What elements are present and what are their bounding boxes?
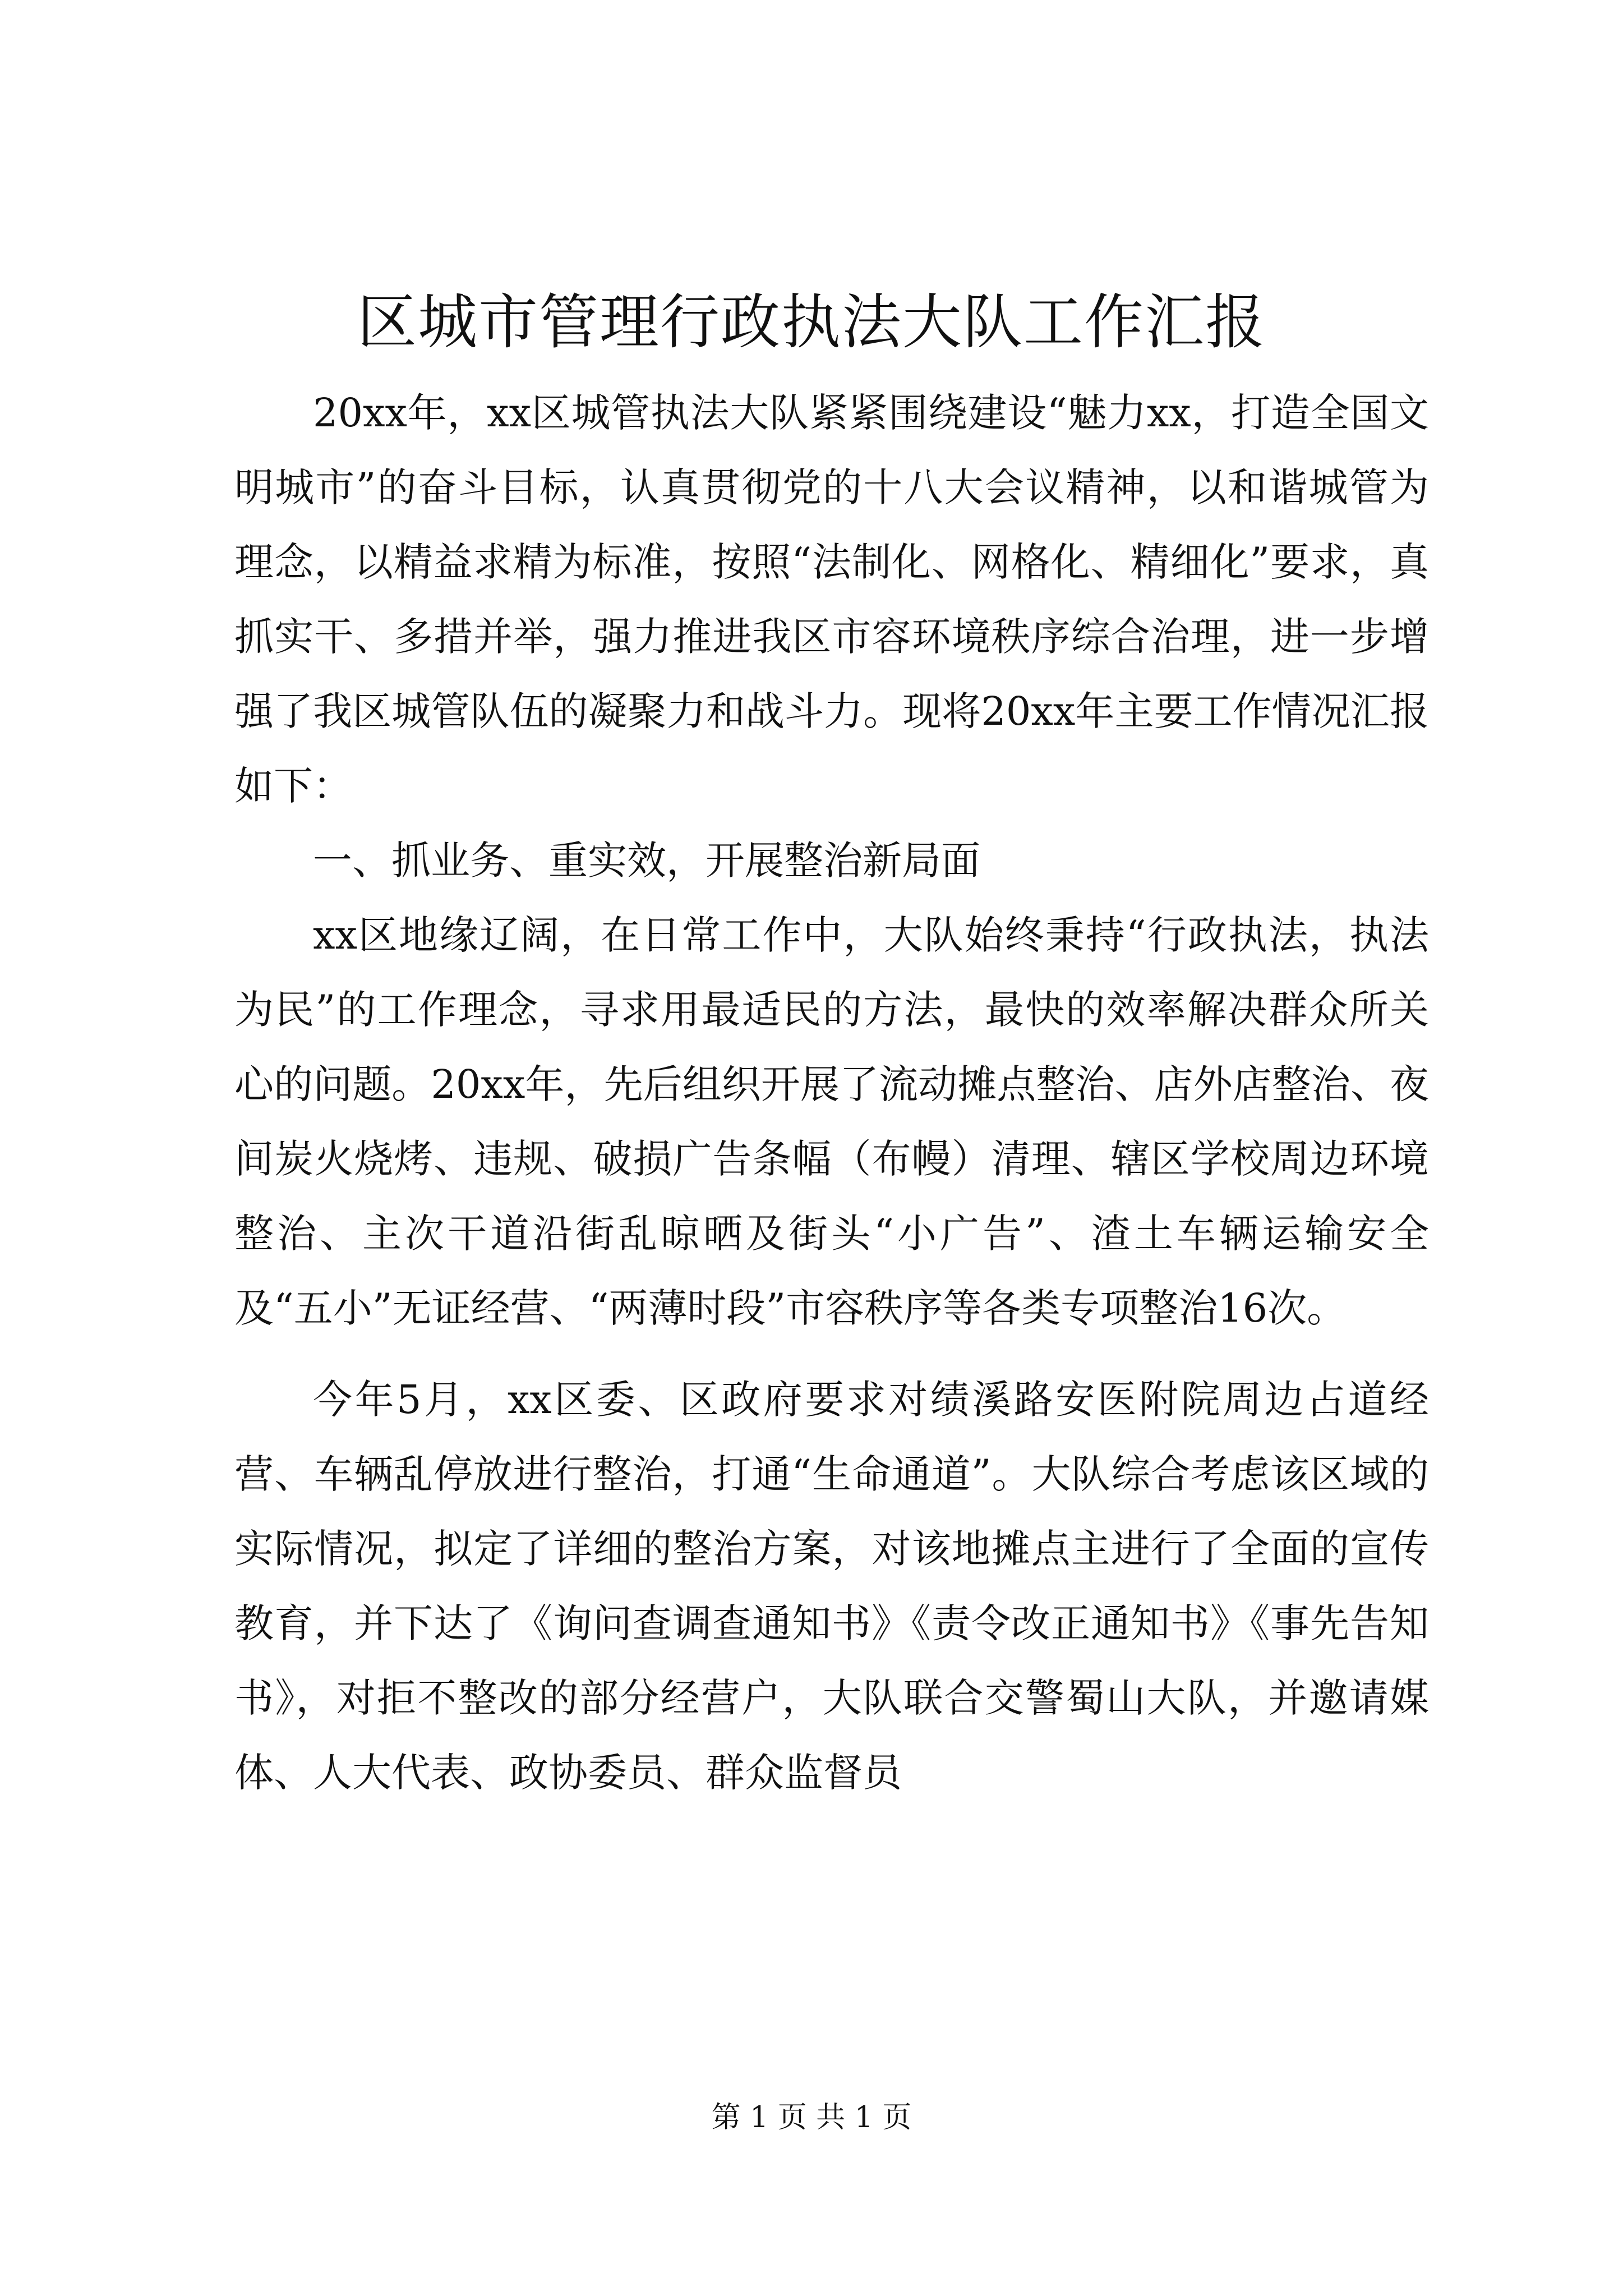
page-footer: 第 1 页 共 1 页 [711,2101,912,2134]
paragraph-section-1: xx区地缘辽阔，在日常工作中，大队始终秉持“行政执法，执法为民”的工作理念，寻求用最适民的方法，最快的效率解决群众所关心的问题。20xx年，先后组织开展了流动摊点整治、店外店整治、夜间炭火烧烤、违规、破损广告条幅（布幔）清理、辖区学校周边环境整治、主次干道沿街乱晾晒及街头“小广告”、渣土车辆运输安全及“五小”无证经营、“两薄时段”市容秩序等各类专项整治16次。 [234,912,1429,1331]
section-heading-1: 一、抓业务、重实效，开展整治新局面 [313,838,980,884]
document-title: 区城市管理行政执法大队工作汇报 [357,288,1266,357]
paragraph-may-rectification: 今年5月，xx区委、区政府要求对绩溪路安医附院周边占道经营、车辆乱停放进行整治，打通“生命通道”。大队综合考虑该区域的实际情况，拟定了详细的整治方案，对该地摊点主进行了全面的宣传教育，并下达了《询问查调查通知书》《责令改正通知书》《事先告知书》，对拒不整改的部分经营户，大队联合交警蜀山大队，并邀请媒体、人大代表、政协委员、群众监督员 [234,1377,1429,1796]
document-body [234,376,1429,1810]
paragraph-intro: 20xx年，xx区城管执法大队紧紧围绕建设“魅力xx，打造全国文明城市”的奋斗目标，认真贯彻党的十八大会议精神，以和谐城管为理念，以精益求精为标准，按照“法制化、网格化、精细化”要求，真抓实干、多措并举，强力推进我区市容环境秩序综合治理，进一步增强了我区城管队伍的凝聚力和战斗力。现将20xx年主要工作情况汇报如下： [234,390,1429,809]
